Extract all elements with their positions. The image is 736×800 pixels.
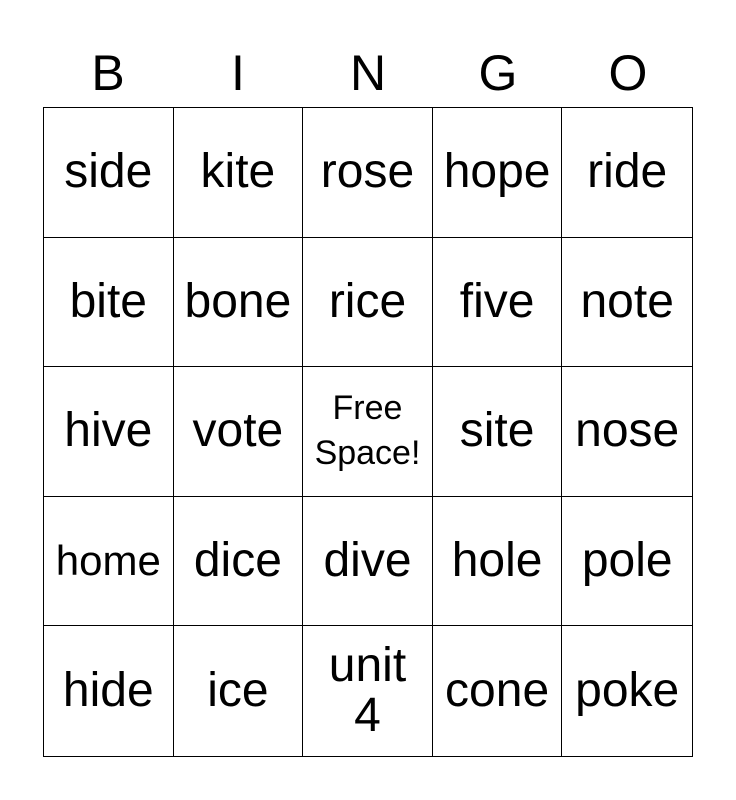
header-letter-g: G [478, 45, 518, 101]
bingo-cell[interactable]: hope [433, 108, 563, 238]
bingo-cell[interactable]: cone [433, 626, 563, 756]
bingo-cell[interactable]: bite [44, 238, 174, 368]
free-space-cell[interactable] [303, 367, 433, 497]
header-letter-i: I [231, 45, 245, 101]
bingo-cell[interactable]: dive [303, 497, 433, 627]
bingo-cell[interactable]: nose [562, 367, 692, 497]
bingo-cell[interactable]: side [44, 108, 174, 238]
bingo-cell[interactable]: vote [174, 367, 304, 497]
bingo-cell[interactable]: bone [174, 238, 304, 368]
free-space-label [315, 386, 421, 478]
unit-label: unit 4 [328, 638, 407, 743]
header-letter-o: O [608, 45, 648, 101]
bingo-board [43, 107, 693, 757]
bingo-cell[interactable]: site [433, 367, 563, 497]
bingo-cell[interactable]: pole [562, 497, 692, 627]
bingo-cell[interactable]: hide [44, 626, 174, 756]
bingo-cell[interactable]: hive [44, 367, 174, 497]
header-letter-n: N [349, 45, 387, 101]
bingo-cell[interactable]: dice [174, 497, 304, 627]
bingo-cell[interactable]: ice [174, 626, 304, 756]
bingo-cell[interactable]: rose [303, 108, 433, 238]
bingo-cell[interactable]: note [562, 238, 692, 368]
bingo-cell[interactable]: poke [575, 664, 680, 717]
free-space-line1: Free [332, 388, 403, 427]
bingo-cell[interactable]: home [44, 497, 174, 627]
header-letter-b: B [91, 45, 125, 101]
bingo-header [43, 40, 693, 106]
bingo-cell[interactable]: kite [174, 108, 304, 238]
bingo-cell[interactable]: hole [433, 497, 563, 627]
bingo-cell[interactable]: ride [562, 108, 692, 238]
bingo-cell[interactable]: five [433, 238, 563, 368]
free-space-line2: Space! [314, 434, 421, 473]
bingo-cell[interactable] [303, 626, 433, 756]
bingo-cell[interactable]: rice [303, 238, 433, 368]
